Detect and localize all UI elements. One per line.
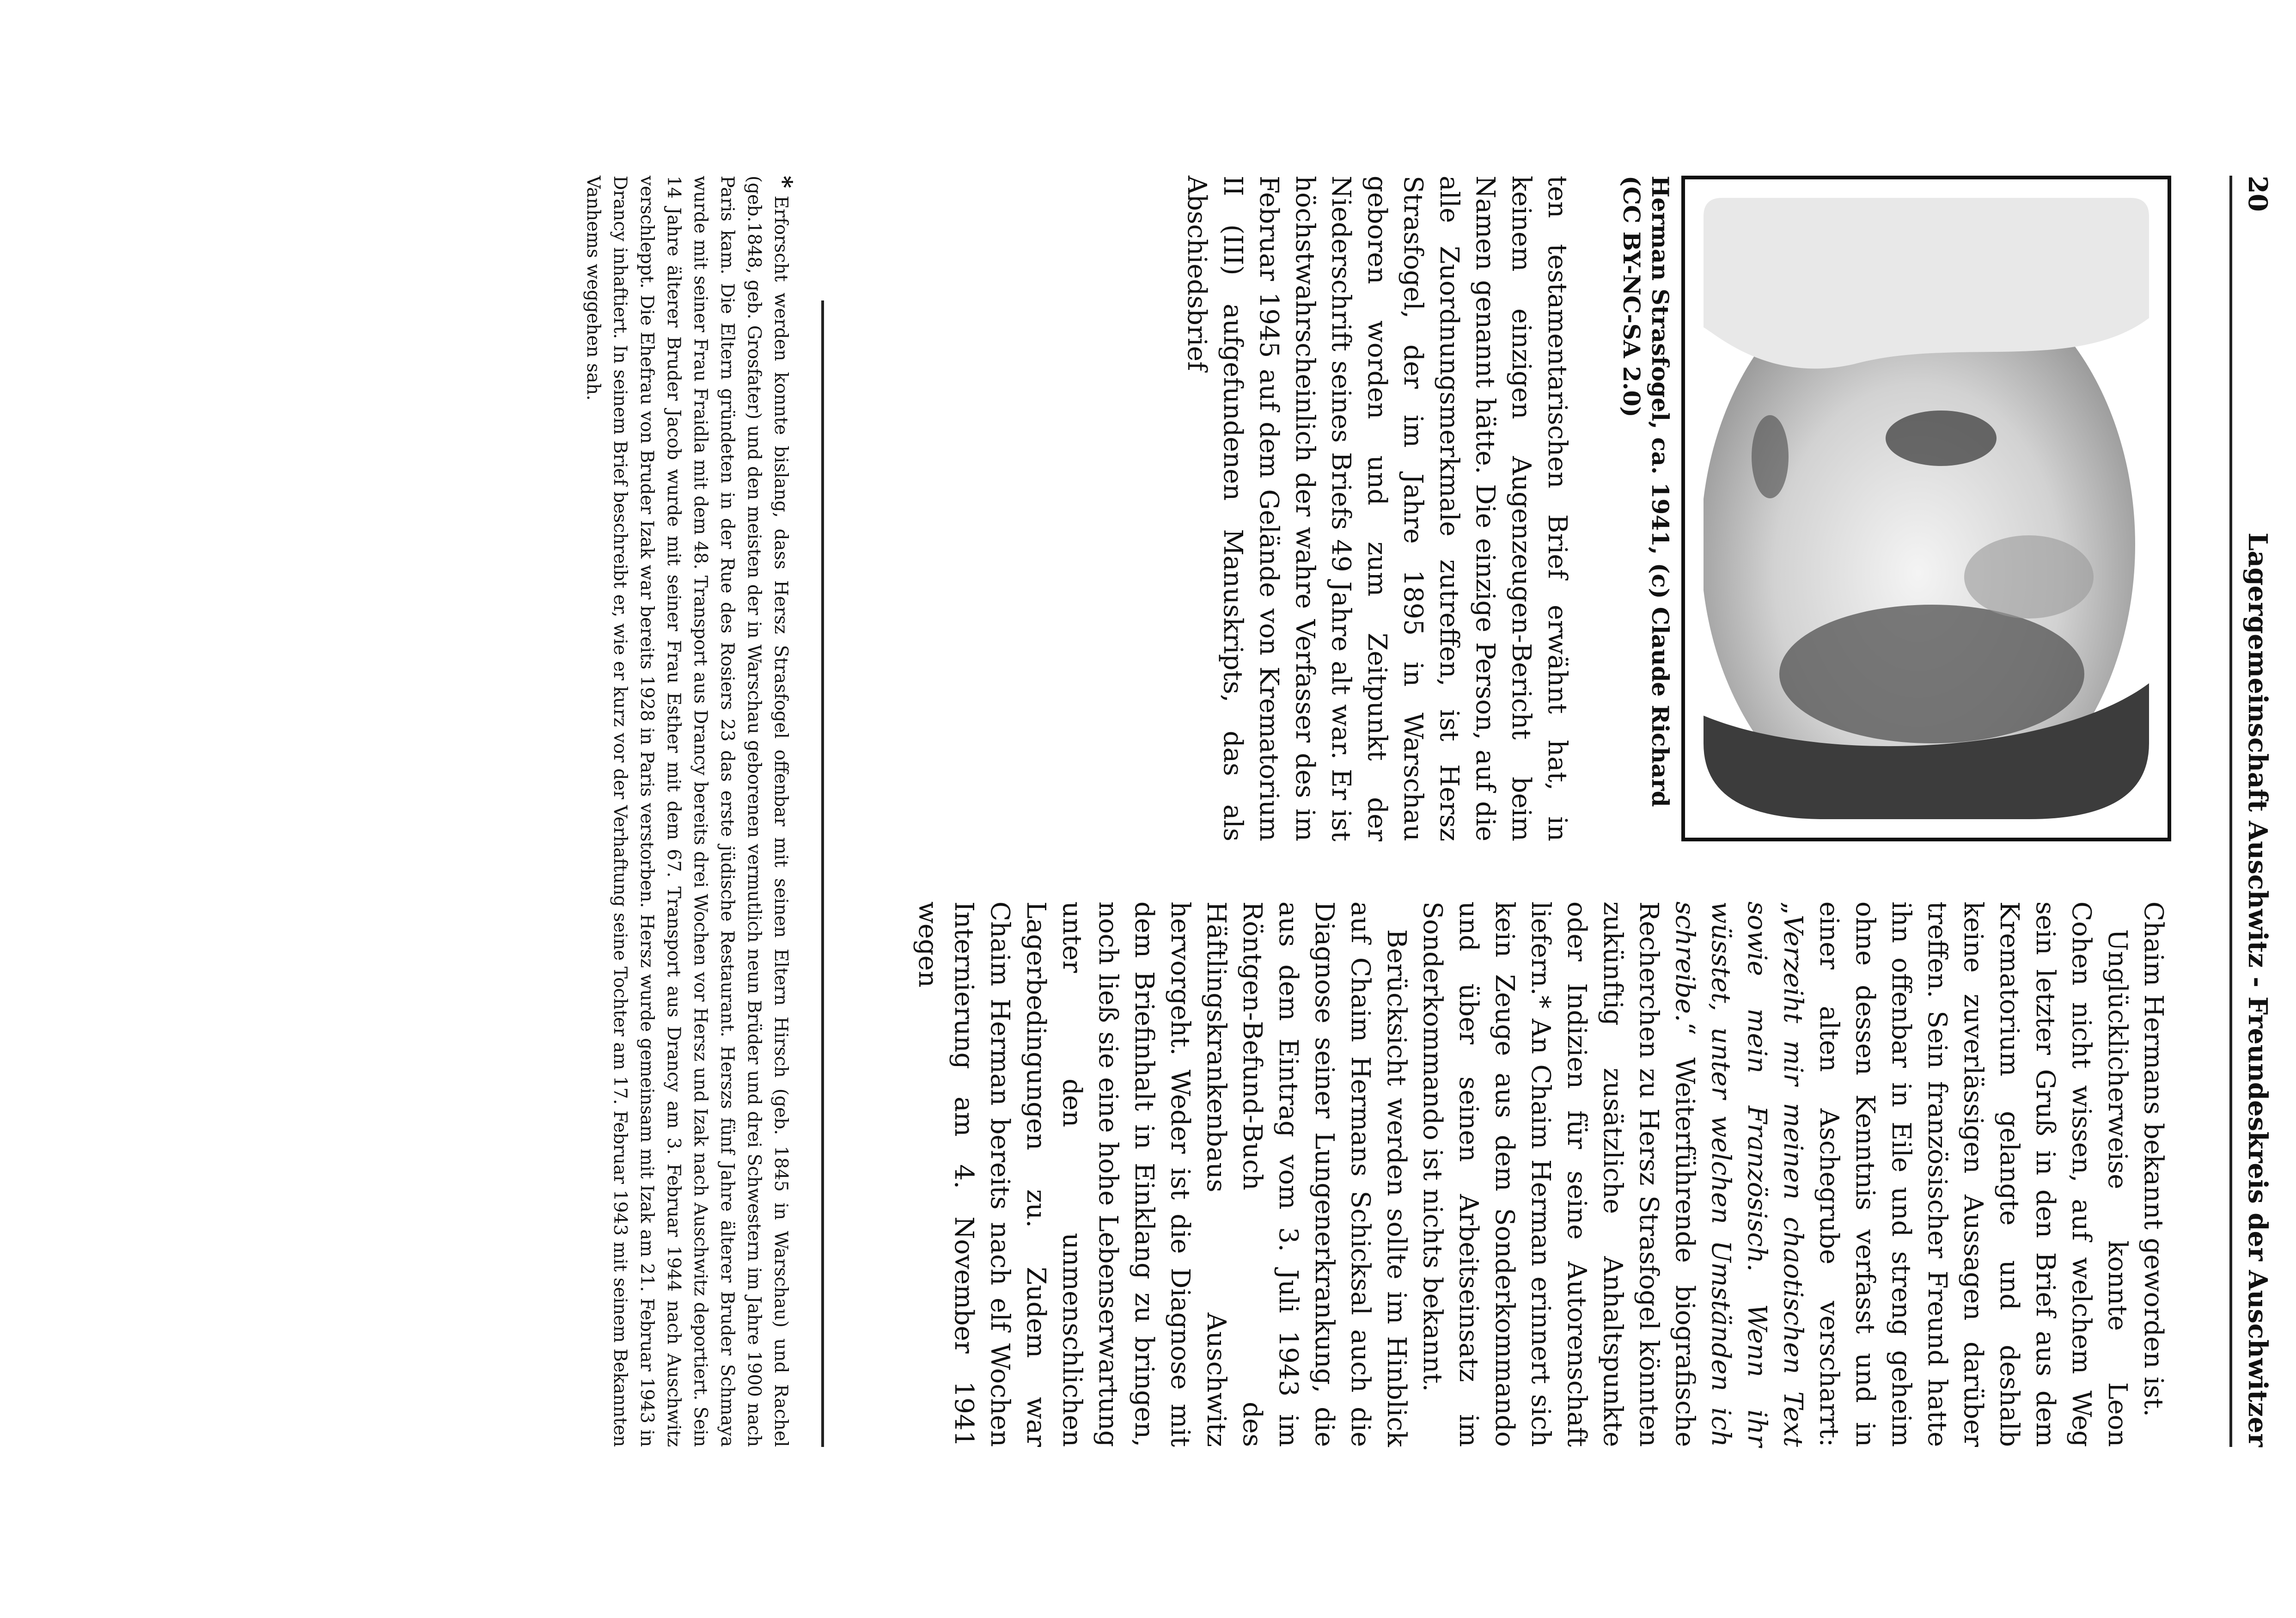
portrait-photo	[1704, 198, 2149, 819]
text-run: Unglücklicherweise konnte Leon Cohen nicht wissen, auf welchem Weg sein letzter Gruß in den Brief aus dem Krematorium gelangte und deshalb keine zuverlässigen Aussagen darüber treffen. Sein französischer Freund hatte ihn offenbar in Eile und streng geheim ohne dessen Kenntnis verfasst und in einer alten Aschegrube verscharrt: „	[1778, 901, 2132, 1447]
text-column-left	[1179, 176, 1575, 841]
paragraph: Chaim Hermans bekannt geworden ist.	[2138, 901, 2168, 1417]
running-title: Lagergemeinschaft Auschwitz - Freundeskreis der Auschwitzer	[2242, 532, 2273, 1447]
paragraph-with-quote	[1414, 901, 2135, 1447]
page-header	[2237, 176, 2273, 1447]
footnote-rule	[821, 300, 824, 1447]
text-run: “ Weiterführende biografische Recherchen zu Hersz Strasfogel könnten zukünftig zusätzliche Anhaltspunkte oder Indizien für seine Autorenschaft liefern.* An Chaim Herman erinnert sich kein Zeuge aus dem Sonderkommando und über seinen Arbeitseinsatz im Sonderkommando ist nichts bekannt.	[1417, 901, 1700, 1447]
footnote-text: Erforscht werden konnte bislang, dass Hersz Strasfogel offenbar mit seinen Eltern Hirsch (geb. 1845 in Warschau) und Rachel (geb.1848, geb. Grosfater) und den meisten der in Warschau geborenen vermutlich neun Brüder und drei Schwestern im Jahre 1900 nach Paris kam. Die Eltern gründeten in der Rue des Rosiers 23 das erste jüdische Restaurant. Herszs fünf Jahre älterer Bruder Schmaya wurde mit seiner Frau Fraidla mit dem 48. Transport aus Drancy bereits drei Wochen vor Hersz und Izak nach Auschwitz deportiert. Sein 14 Jahre älterer Bruder Jacob wurde mit seiner Frau Esther mit dem 67. Transport aus Drancy am 3. Februar 1944 nach Auschwitz verschleppt. Die Ehefrau von Bruder Izak war bereits 1928 in Paris verstorben. Hersz wurde gemeinsam mit Izak am 21. Februar 1943 in Drancy inhaftiert. In seinem Brief beschreibt er, wie er kurz vor der Verhaftung seine Tochter am 17. Februar 1943 mit seinem Bekannten Vanhems weggehen sah.	[583, 176, 791, 1447]
paragraph: Berücksicht werden sollte im Hinblick auf Chaim Hermans Schicksal auch die Diagnose seiner Lungenerkrankung, die aus dem Eintrag vom 3. Juli 1943 im Röntgen-Befund-Buch des Häftlingskrankenbaus Auschwitz hervorgeht. Weder ist die Diagnose mit dem Briefinhalt in Einklang zu bringen, noch ließ sie eine hohe Lebenserwartung unter den unmenschlichen Lagerbedingungen zu. Zudem war Chaim Herman bereits nach elf Wochen Internierung am 4. November 1941 wegen	[913, 901, 1411, 1447]
footnote	[580, 176, 796, 1447]
text-column-right	[910, 901, 2171, 1447]
portrait-photo-frame	[1681, 176, 2171, 841]
italic-quote: Verzeiht mir meinen chaotischen Text sowie mein Französisch. Wenn ihr wüsstet, unter welchen Umständen ich schreibe.	[1670, 901, 1808, 1447]
page-number: 20	[2242, 176, 2273, 212]
photo-caption: Herman Strasfogel, ca. 1941, (c) Claude Richard (CC BY-NC-SA 2.0)	[1618, 176, 1674, 807]
header-rule	[2229, 176, 2232, 1447]
footnote-marker: *	[769, 176, 797, 189]
paragraph: ten testamentarischen Brief erwähnt hat, in keinem einzigen Augenzeugen-Bericht beim Namen genannt hätte. Die einzige Person, auf die alle Zuordnungsmerkmale zutreffen, ist Hersz Strasfogel, der im Jahre 1895 in Warschau geboren worden und zum Zeitpunkt der Niederschrift seines Briefs 49 Jahre alt war. Er ist höchstwahrscheinlich der wahre Verfasser des im Februar 1945 auf dem Gelände von Krematorium II (III) aufgefundenen Manuskripts, das als Abschiedsbrief	[1182, 176, 1572, 841]
